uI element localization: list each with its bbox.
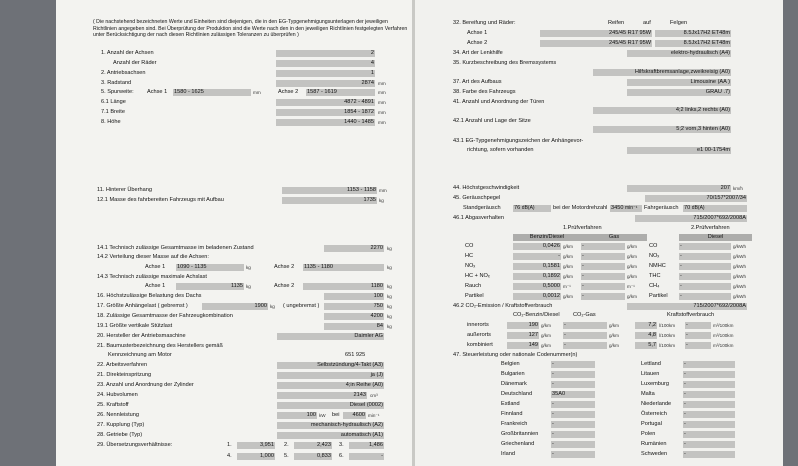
unit-gkm: g/km — [627, 244, 637, 249]
country-code: - — [551, 431, 595, 438]
value-gas-hc: - — [581, 253, 625, 260]
country-label: Portugal — [641, 421, 662, 427]
unit-kg: kg — [387, 304, 392, 309]
unit-gkm: g/km — [609, 333, 619, 338]
country-label: Litauen — [641, 371, 660, 377]
col-fuel-consumption: Kraftstoffverbrauch — [667, 312, 715, 318]
left-page — [56, 0, 413, 466]
label-particles: Partikel — [465, 293, 484, 299]
value-diesel-nmhc: - — [679, 263, 731, 270]
value-extra-urban-fuel: 4,8 — [635, 332, 657, 339]
label-engine-speed: bei der Motordrehzahl — [553, 205, 608, 211]
unit-gkm: g/km — [563, 244, 573, 249]
unit-gkwh: g/kWh — [733, 254, 747, 259]
label-thc: THC — [649, 273, 661, 279]
label-axle2: Achse 2 — [274, 264, 295, 270]
value-extra-urban-gas: - — [563, 332, 607, 339]
value-urban-m3: - — [685, 322, 711, 329]
value-diesel-ch4: - — [679, 283, 731, 290]
label-width: 7.1 Breite — [101, 109, 125, 115]
country-label: Frankreich — [501, 421, 528, 427]
country-code: - — [551, 411, 595, 418]
label-length: 6.1 Länge — [101, 99, 126, 105]
label-vertical-load: 19.1 Größte vertikale Stützlast — [97, 323, 173, 329]
value-rim-axle2: 8.5Jx17H2 ET48m — [655, 40, 731, 47]
value-clutch: mechanisch-hydraulisch (A2) — [277, 422, 384, 429]
value-engine-speed: 3450 min⁻¹ — [610, 205, 642, 212]
unit-l100: l/100km — [659, 343, 676, 348]
country-code: - — [683, 441, 735, 448]
country-code: - — [683, 411, 735, 418]
value-hc: - — [513, 253, 561, 260]
col-diesel: Diesel — [679, 234, 752, 241]
country-code: - — [551, 441, 595, 448]
label-at: bei — [332, 412, 340, 418]
unit-mm: mm — [253, 90, 261, 95]
value-co: 0,0426 — [513, 243, 561, 250]
label-axle2: Achse 2 — [467, 40, 488, 46]
label-ch4: CH₄ — [649, 283, 660, 289]
label-roof-load: 16. Höchstzulässige Belastung des Dachs — [97, 293, 202, 299]
value-stationary-noise: 76 dB(A) — [513, 205, 551, 212]
value-power-rpm: 4600 — [343, 412, 366, 419]
unit-m3: m³/100km — [713, 323, 734, 328]
value-drive-axles: 1 — [276, 70, 375, 77]
label-direct-injection: 21. Direkteinspritzung — [97, 372, 152, 378]
label-hc: HC — [465, 253, 474, 259]
gear-2-value: 2,423 — [294, 442, 332, 449]
unit-gkm: g/km — [609, 323, 619, 328]
label-doors: 41. Anzahl und Anordnung der Türen — [453, 99, 545, 105]
label-height: 8. Höhe — [101, 119, 121, 125]
value-trailer-unbraked: 750 — [324, 303, 384, 310]
country-label: Griechenland — [501, 441, 535, 447]
value-body: Limousine (AA ) — [627, 79, 731, 86]
label-emissions: 46.1 Abgasverhalten — [453, 215, 505, 221]
gear-6-value: - — [349, 453, 384, 460]
label-noise: 45. Geräuschpegel — [453, 195, 501, 201]
label-rear-overhang: 11. Hinterer Überhang — [97, 187, 152, 193]
unit-kg: kg — [387, 324, 392, 329]
value-direct-injection: ja (J) — [277, 372, 384, 379]
label-seats: 42.1 Anzahl und Lage der Sitze — [453, 118, 531, 124]
value-max-speed: 207 — [627, 185, 731, 192]
value-engine-maker: Daimler AG — [277, 333, 384, 340]
value-gearbox: automatisch (A1) — [277, 432, 384, 439]
value-co2: 715/2007*692/2008A — [627, 303, 747, 310]
value-coupling-mark: e1 00-1754m — [627, 147, 731, 154]
gear-4-label: 4. — [227, 453, 232, 459]
label-engine-type: 21. Baumusterbezeichnung des Herstellers gemäß — [97, 343, 223, 349]
gear-3-label: 3. — [339, 442, 344, 448]
col-gas: Gas — [581, 234, 647, 241]
value-combined-m3: - — [685, 342, 711, 349]
label-stationary-noise: Standgeräusch — [463, 205, 501, 211]
unit-gkm: g/km — [541, 323, 551, 328]
label-on: auf — [643, 20, 651, 26]
country-code: - — [683, 421, 735, 428]
unit-m3: m³/100km — [713, 333, 734, 338]
value-seats: 5;2 vorn,3 hinten (A0) — [593, 126, 731, 133]
label-particles-2: Partikel — [649, 293, 668, 299]
label-rims-col: Felgen — [670, 20, 688, 26]
value-smoke: 0,5000 — [513, 283, 561, 290]
label-brakes: 35. Kurzbeschreibung des Bremssystems — [453, 60, 557, 66]
col-petrol-diesel: Benzin/Diesel — [513, 234, 581, 241]
label-max-speed: 44. Höchstgeschwindigkeit — [453, 185, 520, 191]
value-diesel-thc: - — [679, 273, 731, 280]
unit-mm: mm — [379, 188, 387, 193]
unit-gkm: g/km — [627, 264, 637, 269]
unit-gkm: g/km — [627, 294, 637, 299]
value-gas-co: - — [581, 243, 625, 250]
value-engine-type: 651 925 — [345, 352, 366, 358]
country-code: 35A0 — [551, 391, 595, 398]
label-wheelbase: 3. Radstand — [101, 80, 132, 86]
unit-mm: mm — [378, 81, 386, 86]
value-urban-gas: - — [563, 322, 607, 329]
value-vertical-load: 84 — [324, 323, 384, 330]
label-co-2: CO — [649, 243, 658, 249]
unit-kg: kg — [270, 304, 275, 309]
value-hc-nox: 0,1892 — [513, 273, 561, 280]
value-fuel: Diesel (0002) — [277, 402, 384, 409]
label-axle1: Achse 1 — [147, 89, 168, 95]
label-body: 37. Art des Aufbaus — [453, 79, 502, 85]
label-smoke: Rauch — [465, 283, 482, 289]
value-drive-noise: 70 dB(A) — [683, 205, 747, 212]
unit-kmh: km/h — [733, 186, 743, 191]
country-label: Polen — [641, 431, 656, 437]
country-code: - — [551, 421, 595, 428]
value-gross-mass: 2270 — [324, 245, 384, 252]
value-urban-fuel: 7,2 — [635, 322, 657, 329]
label-track: 5. Spurweite: — [101, 89, 134, 95]
value-gas-hcnox: - — [581, 273, 625, 280]
label-axle2: Achse 2 — [274, 283, 295, 289]
label-working-principle: 22. Arbeitsverfahren — [97, 362, 148, 368]
label-gearbox: 28. Getriebe (Typ) — [97, 432, 143, 438]
value-colour: GRAU .7) — [627, 89, 731, 96]
country-code: - — [551, 401, 595, 408]
value-diesel-nox: - — [679, 253, 731, 260]
label-kerb-mass: 12.1 Masse des fahrbereiten Fahrzeugs mit Aufbau — [97, 197, 224, 203]
country-code: - — [683, 391, 735, 398]
unit-l100: l/100km — [659, 323, 676, 328]
value-rim-axle1: 8.5Jx17H2 ET48m — [655, 30, 731, 37]
label-fuel: 25. Kraftstoff — [97, 402, 129, 408]
label-test2: 2.Prüfverfahren — [691, 225, 730, 231]
value-tyre-axle1: 245/45 R17 95W — [540, 30, 652, 37]
unit-mm: mm — [378, 90, 386, 95]
label-tyres-col: Reifen — [608, 20, 625, 26]
value-power-kw: 100 — [277, 412, 317, 419]
unit-l100: l/100km — [659, 333, 676, 338]
value-diesel-particles: - — [679, 293, 731, 300]
label-combination-mass: 18. Zulässige Gesamtmasse der Fahrzeugkombination — [97, 313, 233, 319]
label-colour: 38. Farbe des Fahrzeugs — [453, 89, 516, 95]
unit-gkwh: g/kWh — [733, 274, 747, 279]
value-combined-co2: 149 — [507, 342, 539, 349]
country-label: Niederlande — [641, 401, 672, 407]
label-axles: 1. Anzahl der Achsen — [101, 50, 154, 56]
value-length: 4872 - 4891 — [276, 99, 375, 106]
country-label: Dänemark — [501, 381, 527, 387]
country-label: Belgien — [501, 361, 520, 367]
value-combined-gas: - — [563, 342, 607, 349]
gear-6-label: 6. — [339, 453, 344, 459]
gear-2-label: 2. — [284, 442, 289, 448]
value-working-principle: Selbstzündung/4-Takt (A3) — [277, 362, 384, 369]
country-label: Malta — [641, 391, 655, 397]
value-dist-axle1: 1090 - 1135 — [176, 264, 244, 271]
country-label: Schweden — [641, 451, 668, 457]
col-co2-gas: CO₂-Gas — [573, 312, 596, 318]
value-height: 1440 - 1485 — [276, 119, 375, 126]
value-axles: 2 — [276, 50, 375, 57]
unit-rpm: min⁻¹ — [368, 413, 380, 418]
value-diesel-co: - — [679, 243, 731, 250]
unit-kg: kg — [387, 284, 392, 289]
gear-4-value: 1,000 — [237, 453, 275, 460]
label-co: CO — [465, 243, 474, 249]
value-width: 1854 - 1872 — [276, 109, 375, 116]
unit-mm: mm — [378, 110, 386, 115]
value-tyre-axle2: 245/45 R17 95W — [540, 40, 652, 47]
unit-kg: kg — [387, 314, 392, 319]
label-test1: 1.Prüfverfahren — [563, 225, 602, 231]
label-wheels: Anzahl der Räder — [113, 60, 157, 66]
value-gas-particles: - — [581, 293, 625, 300]
value-doors: 4;2 links,2 rechts (A0) — [593, 107, 731, 114]
label-clutch: 27. Kupplung (Typ) — [97, 422, 145, 428]
country-code: - — [683, 401, 735, 408]
unit-cm3: cm³ — [370, 393, 378, 398]
country-label: Deutschland — [501, 391, 533, 397]
value-kerb-mass: 1735 — [282, 197, 377, 204]
country-label: Luxemburg — [641, 381, 669, 387]
label-drive-axles: 2. Antriebsachsen — [101, 70, 146, 76]
country-code: - — [551, 371, 595, 378]
country-label: Rumänien — [641, 441, 667, 447]
country-label: Finnland — [501, 411, 523, 417]
label-coupling-mark: 43.1 EG-Typgenehmigungszeichen der Anhängevor- — [453, 138, 584, 144]
unit-gkm: g/km — [563, 254, 573, 259]
value-roof-load: 100 — [324, 293, 384, 300]
unit-kw: kW — [319, 413, 326, 418]
label-axle1: Achse 1 — [467, 30, 488, 36]
label-co2: 46.2 CO₂-Emission / Kraftstoffverbrauch — [453, 303, 553, 309]
label-nmhc: NMHC — [649, 263, 666, 269]
unit-gkwh: g/kWh — [733, 284, 747, 289]
label-engine-maker: 20. Hersteller der Antriebsmaschine — [97, 333, 186, 339]
value-max-axle2: 1180 — [303, 283, 384, 290]
label-trailer-load: 17. Größte Anhängelast ( gebremst ) — [97, 303, 188, 309]
unit-gkwh: g/kWh — [733, 294, 747, 299]
value-cylinders: 4;in Reihe (A0) — [277, 382, 384, 389]
label-tax-codes: 47. Steuerleistung oder nationale Codenummer(n) — [453, 352, 578, 358]
value-wheelbase: 2874 — [276, 80, 375, 87]
label-steering: 34. Art der Lenkhilfe — [453, 50, 503, 56]
unit-mm: mm — [378, 100, 386, 105]
label-nox: NOₓ — [465, 263, 476, 269]
unit-kg: kg — [379, 198, 384, 203]
value-gas-smoke: - — [581, 283, 625, 290]
label-extra-urban: außerorts — [467, 332, 491, 338]
label-max-axle-load: 14.3 Technisch zulässige maximale Achslast — [97, 274, 207, 280]
label-drive-noise: Fahrgeräusch — [644, 205, 679, 211]
unit-gkm: g/km — [563, 264, 573, 269]
country-label: Estland — [501, 401, 520, 407]
unit-gkm: g/km — [609, 343, 619, 348]
gear-5-label: 5. — [284, 453, 289, 459]
gear-3-value: 1,486 — [349, 442, 384, 449]
value-gas-nox: - — [581, 263, 625, 270]
unit-gkwh: g/kWh — [733, 244, 747, 249]
unit-kg: kg — [387, 265, 392, 270]
unit-m3: m³/100km — [713, 343, 734, 348]
value-combined-fuel: 5,7 — [635, 342, 657, 349]
label-nox-2: NOₓ — [649, 253, 660, 259]
country-code: - — [683, 431, 735, 438]
country-code: - — [683, 371, 735, 378]
label-coupling-mark-2: richtung, sofern vorhanden — [467, 147, 534, 153]
label-axle1: Achse 1 — [145, 264, 166, 270]
value-emissions: 715/2007*692/2008A — [635, 215, 747, 222]
unit-kg: kg — [246, 265, 251, 270]
unit-gkm: g/km — [627, 274, 637, 279]
country-label: Irland — [501, 451, 515, 457]
value-steering: elektro-hydraulisch (A4) — [627, 50, 731, 57]
col-co2-petrol-diesel: CO₂-Benzin/Diesel — [513, 312, 560, 318]
label-axle2: Achse 2 — [278, 89, 299, 95]
unit-kg: kg — [387, 246, 392, 251]
label-urban: innerorts — [467, 322, 489, 328]
country-code: - — [551, 381, 595, 388]
value-dist-axle2: 1135 - 1180 — [303, 264, 384, 271]
label-gear-ratios: 29. Übersetzungsverhältnisse: — [97, 442, 173, 448]
label-tyres: 32. Bereifung und Räder: — [453, 20, 516, 26]
unit-kg: kg — [246, 284, 251, 289]
label-cylinders: 23. Anzahl und Anordnung der Zylinder — [97, 382, 194, 388]
unit-kg: kg — [387, 294, 392, 299]
unit-gkwh: g/kWh — [733, 264, 747, 269]
value-noise: 70/157*2007/34 — [645, 195, 747, 202]
value-displacement: 2143 — [277, 392, 367, 399]
country-label: Großbritannien — [501, 431, 539, 437]
value-urban-co2: 190 — [507, 322, 539, 329]
value-particles: 0,0012 — [513, 293, 561, 300]
gear-1-value: 3,951 — [237, 442, 275, 449]
unit-gkm: g/km — [541, 333, 551, 338]
unit-mm: mm — [378, 120, 386, 125]
value-extra-urban-co2: 127 — [507, 332, 539, 339]
unit-gkm: g/km — [563, 274, 573, 279]
country-code: - — [551, 361, 595, 368]
right-page — [415, 0, 783, 466]
gear-1-label: 1. — [227, 442, 232, 448]
label-unbraked: ( ungebremst ) — [283, 303, 320, 309]
value-max-axle1: 1135 — [176, 283, 244, 290]
label-combined: kombiniert — [467, 342, 493, 348]
value-track-axle2: 1587 - 1619 — [306, 89, 375, 96]
label-hc-nox: HC + NOₓ — [465, 273, 490, 279]
label-axle1: Achse 1 — [145, 283, 166, 289]
label-power: 26. Nennleistung — [97, 412, 139, 418]
country-code: - — [683, 451, 735, 458]
value-brakes: Hilfskraftbremsanlage,zweikreisig (A0) — [593, 69, 731, 76]
label-engine-marking: Kennzeichnung am Motor — [108, 352, 172, 358]
value-trailer-braked: 1900 — [202, 303, 268, 310]
value-nox: 0,1581 — [513, 263, 561, 270]
country-code: - — [683, 361, 735, 368]
country-label: Bulgarien — [501, 371, 525, 377]
unit-gkm: g/km — [541, 343, 551, 348]
country-label: Lettland — [641, 361, 661, 367]
gear-5-value: 0,833 — [294, 453, 332, 460]
value-rear-overhang: 1153 - 1158 — [282, 187, 377, 194]
country-code: - — [683, 381, 735, 388]
label-gross-mass: 14.1 Technisch zulässige Gesamtmasse im beladenen Zustand — [97, 245, 254, 251]
unit-per-m: m⁻¹ — [563, 284, 571, 289]
value-extra-urban-m3: - — [685, 332, 711, 339]
unit-gkm: g/km — [563, 294, 573, 299]
country-code: - — [551, 451, 595, 458]
label-mass-distribution: 14.2 Verteilung dieser Masse auf die Achsen: — [97, 254, 209, 260]
value-wheels: 4 — [276, 60, 375, 67]
value-combination-mass: 4200 — [324, 313, 384, 320]
header-note: ( Die nachstehend bezeichneten Werte und Einheiten sind diejenigen, die in den EG-Typgenehmigungsunterlagen der jeweiligen Richtlinien angegeben sind. Bei Überprüfung der Produktion sind die Werte nach den in den jeweiligen Richtlinien festgelegten Verfahren unter Berücksichtigung der nach diesen Richtlinien zulässigen Toleranzen zu überprüfen ) — [93, 19, 408, 38]
country-label: Österreich — [641, 411, 667, 417]
unit-gkm: g/km — [627, 254, 637, 259]
label-displacement: 24. Hubvolumen — [97, 392, 138, 398]
unit-per-m: m⁻¹ — [627, 284, 635, 289]
value-track-axle1: 1580 - 1625 — [173, 89, 251, 96]
